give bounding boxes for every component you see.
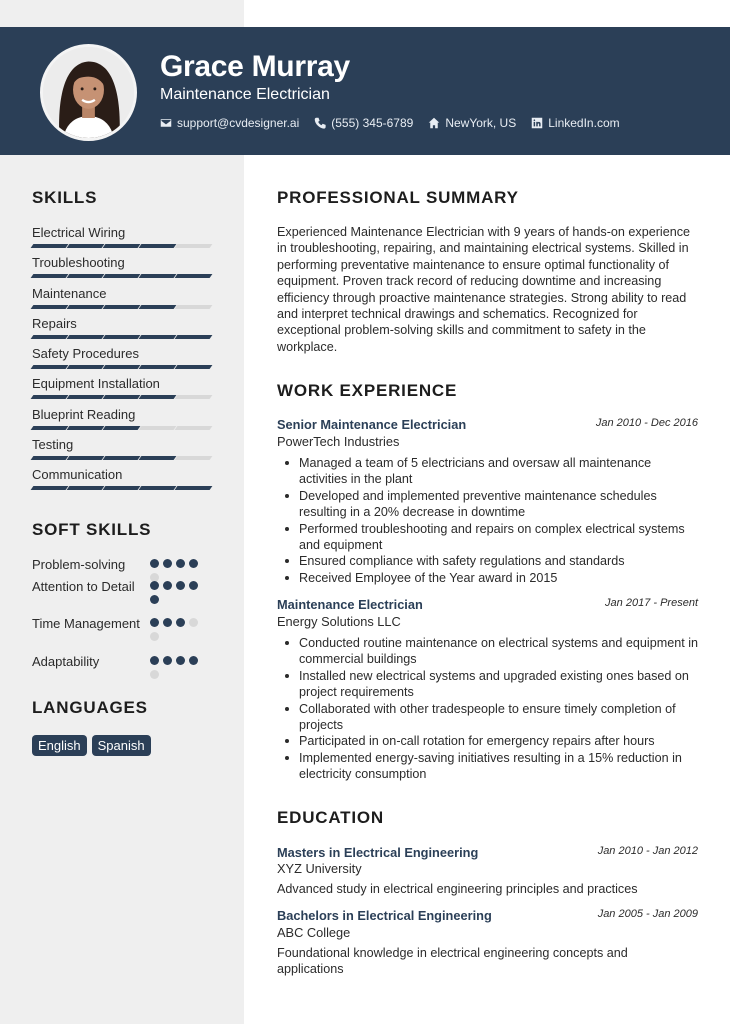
school-name: ABC College [277,925,351,940]
rating-dot [150,656,159,665]
skill-label: Safety Procedures [32,346,139,362]
job-bullets [299,455,701,586]
skill-level-bar [32,365,212,370]
skill-level-segment [175,365,213,369]
skill-label: Electrical Wiring [32,225,126,240]
skill-level-segment [67,486,105,490]
rating-dot [163,656,172,665]
skill-level-segment [175,305,213,309]
skill-level-segment [103,244,141,248]
soft-skill-rating [150,618,208,641]
job-bullet: Installed new electrical systems and upgraded existing ones based on project requirements [299,668,701,701]
skill-level-segment [103,456,141,460]
skill-level-segment [175,274,213,278]
skill-level-segment [175,395,213,399]
rating-dot [189,618,198,627]
contact-phone-text: (555) 345-6789 [331,116,414,130]
rating-dot [150,559,159,568]
rating-dot [189,656,198,665]
soft-skill-label: Attention to Detail [32,579,135,594]
job-dates: Jan 2017 - Present [605,597,698,609]
skill-level-segment [139,305,177,309]
skill-level-bar [32,274,212,279]
skill-item [32,407,212,437]
job-title: Maintenance Electrician [277,597,423,612]
job-bullet: Managed a team of 5 electricians and oversaw all maintenance activities in the plant [299,455,701,488]
skill-level-segment [67,395,105,399]
soft-skill-label: Adaptability [32,654,100,669]
skill-level-segment [67,335,105,339]
skill-level-segment [67,365,105,369]
profile-photo [43,47,134,138]
job-title: Senior Maintenance Electrician [277,417,467,432]
job-bullet: Received Employee of the Year award in 2015 [299,570,701,586]
skill-level-segment [139,365,177,369]
skill-level-bar [32,426,212,431]
contact-location [428,116,516,130]
skill-level-segment [175,486,213,490]
contact-phone[interactable] [314,116,413,130]
skill-level-bar [32,335,212,340]
home-icon [428,117,440,129]
skill-label: Equipment Installation [32,376,160,392]
soft-skills-heading: SOFT SKILLS [32,520,152,539]
job-company: PowerTech Industries [277,434,400,449]
skill-item [32,437,212,467]
language-badge: English [32,735,87,756]
rating-dot [150,670,159,679]
contact-email[interactable] [160,116,299,130]
job-bullet: Ensured compliance with safety regulations and standards [299,553,701,569]
skill-level-segment [31,274,69,278]
skill-item [32,255,212,285]
job-bullet: Conducted routine maintenance on electrical systems and equipment in commercial buildings [299,635,701,668]
skill-item [32,376,212,406]
skill-level-segment [139,456,177,460]
job-dates: Jan 2010 - Dec 2016 [595,417,698,429]
skill-level-segment [175,426,213,430]
rating-dot [150,618,159,627]
contact-list [160,116,620,130]
skill-level-segment [31,486,69,490]
skill-level-segment [139,335,177,339]
soft-skill-rating [150,559,208,582]
email-icon [160,117,172,129]
skill-item [32,316,212,346]
skill-level-segment [103,274,141,278]
skill-label: Troubleshooting [32,255,125,271]
degree-description: Foundational knowledge in electrical engineering concepts and applications [277,946,628,977]
rating-dot [189,581,198,590]
summary-text: Experienced Maintenance Electrician with 9 years of hands-on experience in troubleshooting, repairing, and maintaining electrical systems. Skilled in performing preventative maintenance to ensure optimal functionality of equipment. Proven track record of reducing downtime and increasing efficiency through proactive maintenance strategies. Strong ability to read and interpret technical drawings and schematics. Recognized for exceptional problem-solving skills and commitment to safety in the workplace. [277,225,691,354]
job-bullet: Collaborated with other tradespeople to ensure timely completion of projects [299,701,701,734]
job-company: Energy Solutions LLC [277,614,401,629]
soft-skill-rating [150,656,208,679]
school-name: XYZ University [277,861,362,876]
skill-level-segment [175,456,213,460]
skill-level-bar [32,486,212,491]
skill-level-segment [103,426,141,430]
skill-level-segment [31,244,69,248]
languages-heading: LANGUAGES [32,698,148,717]
skills-heading: SKILLS [32,188,98,207]
soft-skill-rating [150,581,208,604]
skill-label: Blueprint Reading [32,406,136,422]
language-list [32,735,151,756]
contact-location-text: NewYork, US [445,116,517,130]
skill-level-bar [32,395,212,400]
rating-dot [150,632,159,641]
degree-description: Advanced study in electrical engineering principles and practices [277,882,638,896]
contact-linkedin-text: LinkedIn.com [548,116,620,130]
job-bullet: Developed and implemented preventive maintenance schedules resulting in a 20% decrease in downtime [299,488,701,521]
skill-level-segment [103,305,141,309]
phone-icon [314,117,326,129]
soft-skill-label: Time Management [32,616,140,631]
skill-level-segment [175,244,213,248]
skill-level-segment [31,305,69,309]
skill-level-segment [103,486,141,490]
skill-level-bar [32,456,212,461]
contact-email-text: support@cvdesigner.ai [177,116,300,130]
rating-dot [163,559,172,568]
job-bullet: Participated in on-call rotation for emergency repairs after hours [299,733,701,749]
job-bullets [299,635,701,783]
rating-dot [150,595,159,604]
skill-level-segment [103,395,141,399]
degree-dates: Jan 2010 - Jan 2012 [597,845,698,857]
skill-level-segment [139,395,177,399]
skill-level-segment [139,244,177,248]
summary-heading: PROFESSIONAL SUMMARY [277,188,519,207]
rating-dot [176,656,185,665]
avatar [40,44,137,141]
skill-level-segment [67,305,105,309]
candidate-role: Maintenance Electrician [160,86,330,103]
skill-level-segment [139,486,177,490]
linkedin-icon [531,117,543,129]
soft-skill-label: Problem-solving [32,557,126,572]
rating-dot [150,581,159,590]
degree-dates: Jan 2005 - Jan 2009 [597,908,698,920]
rating-dot [163,581,172,590]
job-bullet: Performed troubleshooting and repairs on complex electrical systems and equipment [299,521,701,554]
rating-dot [176,559,185,568]
skill-level-segment [67,426,105,430]
skill-level-segment [31,395,69,399]
skill-item [32,286,212,316]
rating-dot [176,618,185,627]
contact-linkedin[interactable] [531,116,619,130]
skill-label: Testing [32,437,74,453]
skill-level-segment [31,365,69,369]
rating-dot [189,559,198,568]
rating-dot [163,618,172,627]
skills-list [32,225,212,498]
experience-heading: WORK EXPERIENCE [277,381,458,400]
skill-level-segment [139,274,177,278]
skill-level-segment [67,274,105,278]
degree-title: Masters in Electrical Engineering [277,845,479,860]
skill-item [32,225,212,255]
degree-title: Bachelors in Electrical Engineering [277,908,492,923]
skill-label: Repairs [32,315,77,331]
skill-level-segment [67,244,105,248]
skill-item [32,346,212,376]
education-heading: EDUCATION [277,808,384,827]
skill-label: Maintenance [32,285,107,301]
skill-level-segment [175,335,213,339]
language-badge: Spanish [92,735,151,756]
job-bullet: Implemented energy-saving initiatives resulting in a 15% reduction in electricity consumption [299,750,701,783]
skill-level-segment [31,335,69,339]
skill-label: Communication [32,467,123,483]
skill-level-bar [32,305,212,310]
skill-level-segment [139,426,177,430]
skill-level-segment [103,365,141,369]
skill-level-segment [31,426,69,430]
skill-item [32,467,212,497]
skill-level-segment [67,456,105,460]
candidate-name: Grace Murray [160,50,350,83]
skill-level-bar [32,244,212,249]
skill-level-segment [103,335,141,339]
rating-dot [176,581,185,590]
skill-level-segment [31,456,69,460]
